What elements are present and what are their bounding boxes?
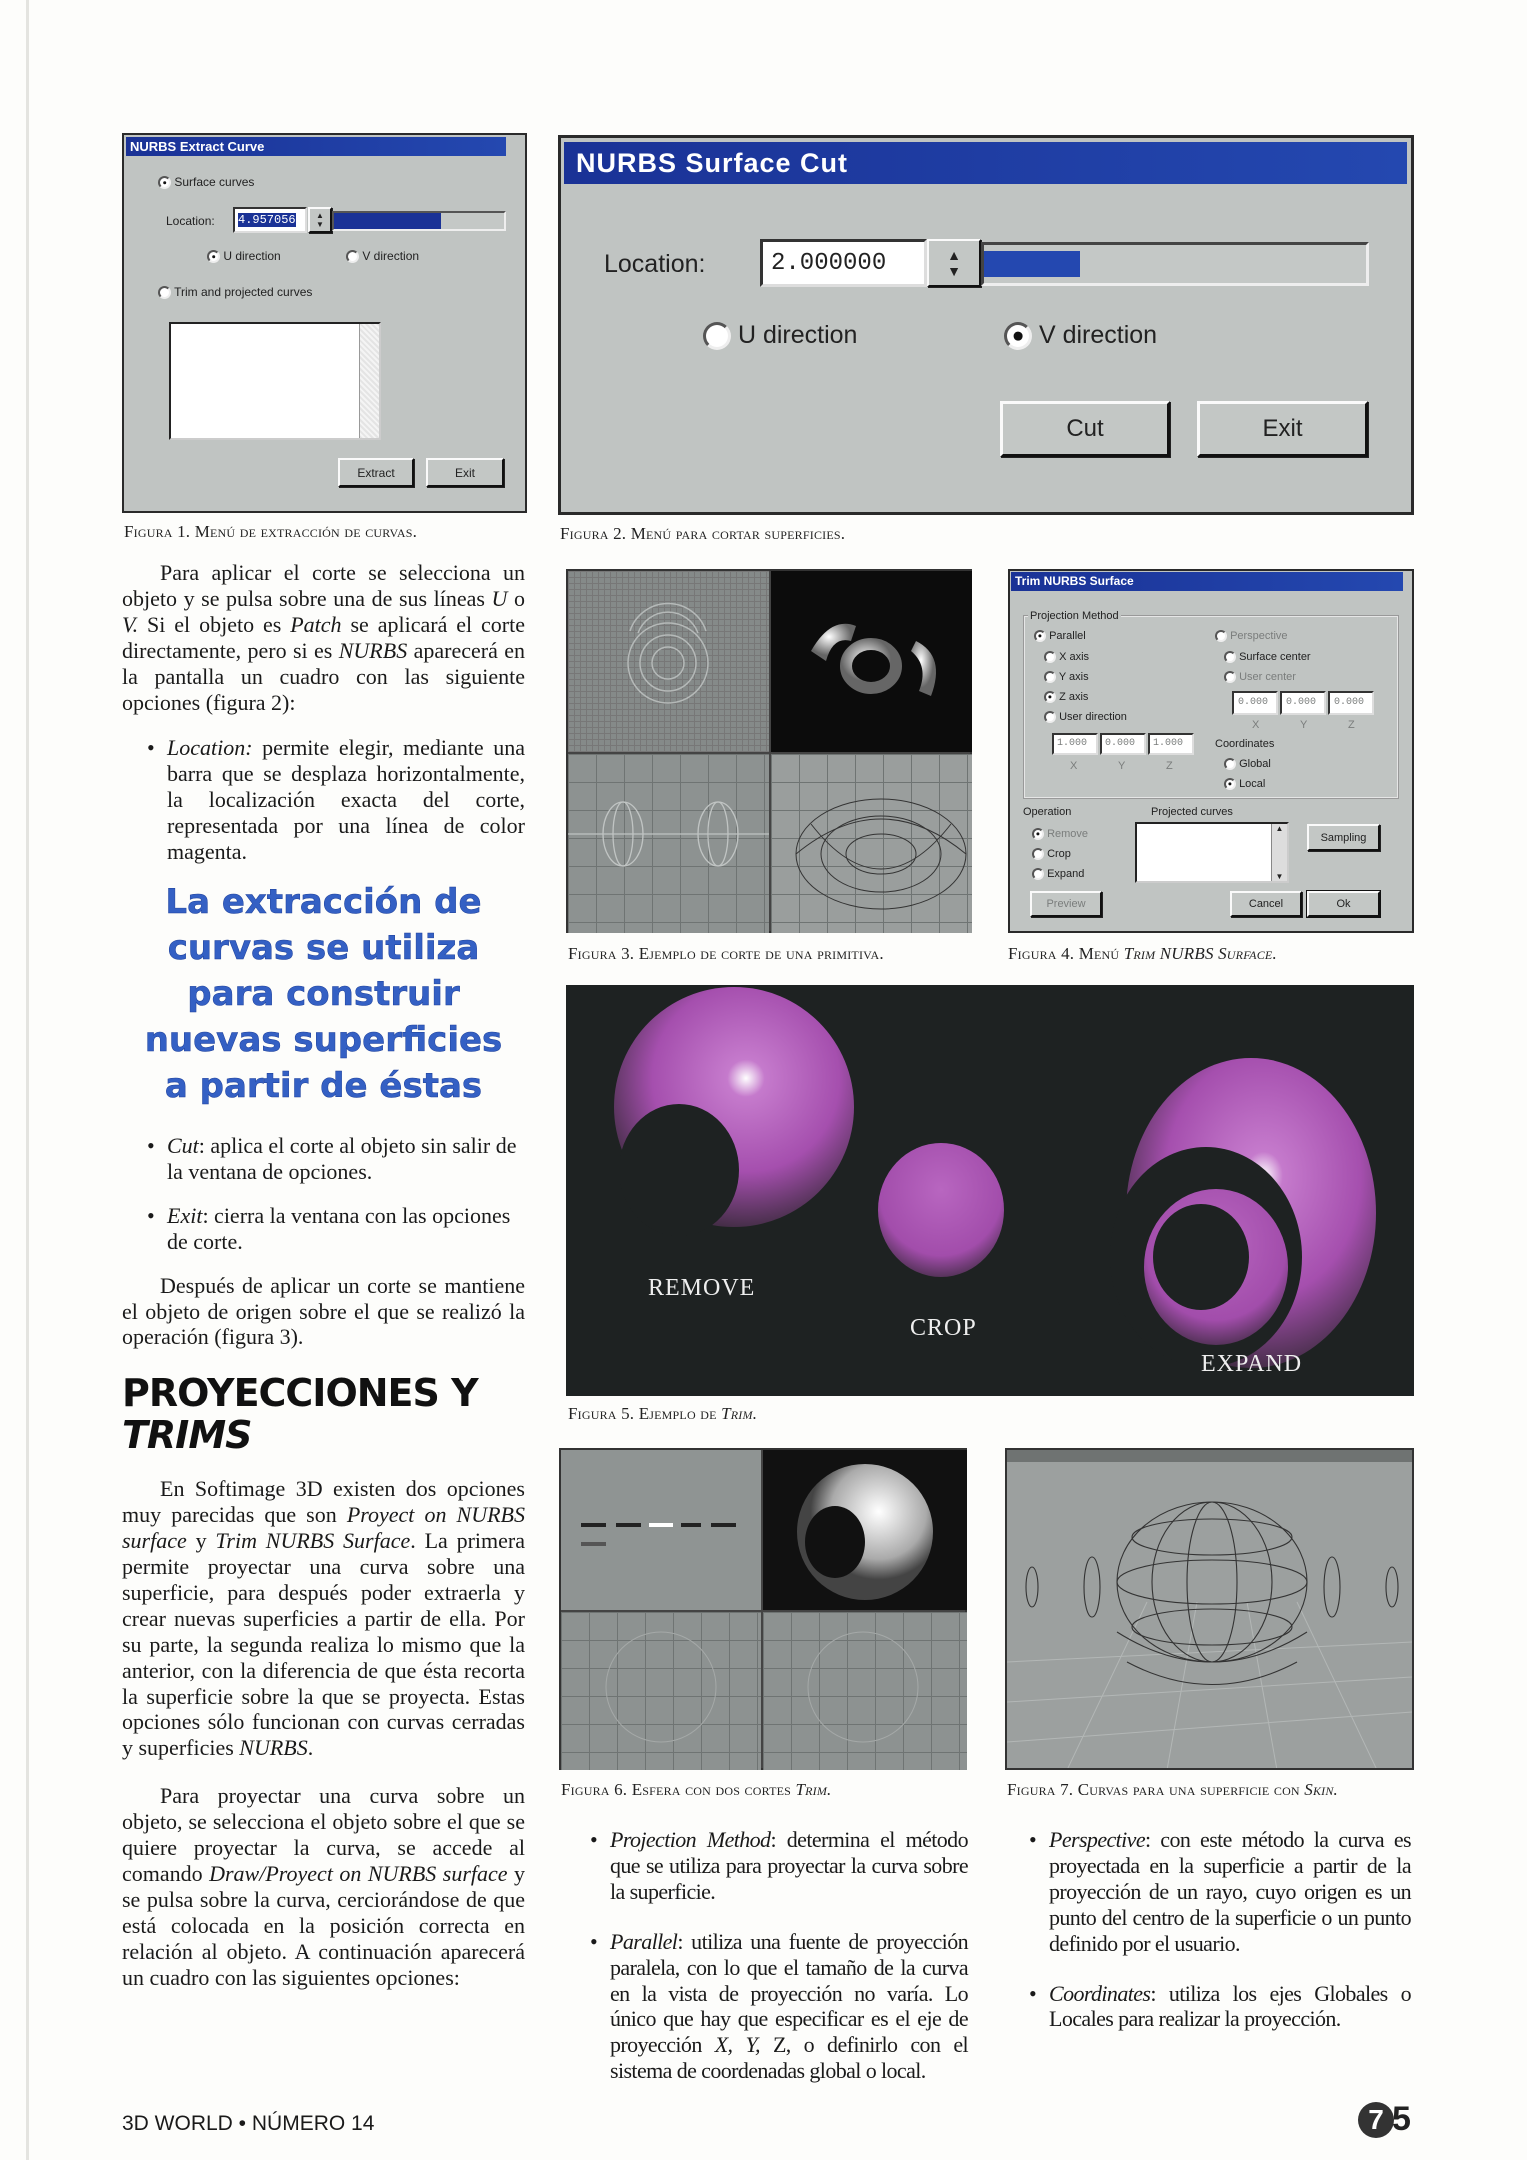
italic-text: NURBS (239, 1735, 308, 1761)
text: Para proyectar una curva sobre un objeto, se selecciona el objeto sobre el que se quiere proyectar la curva, se accede al comando (122, 1783, 525, 1886)
quote-line: a partir de éstas (164, 1065, 483, 1106)
sphere-side-wireframe (763, 1612, 967, 1770)
figure-2-nurbs-surface-cut-dialog (558, 135, 1414, 515)
radio-icon (158, 176, 171, 189)
option-label: V direction (362, 249, 420, 263)
center-z-input[interactable]: 0.000 (1328, 691, 1374, 715)
text: permite elegir, mediante una barra que se desplaza horizontalmente, la localización exacta del corte, representada por una línea de color magenta. (167, 735, 525, 865)
listbox-scrollbar[interactable] (359, 324, 379, 438)
option-label: Perspective (1230, 630, 1288, 642)
bullet-coordinates (1025, 1981, 1411, 2033)
text: o (507, 585, 526, 611)
left-column (122, 560, 525, 1991)
caption-italic: Trim. (795, 1780, 832, 1799)
location-label: Location: (604, 250, 706, 278)
crop-sphere (878, 1143, 1004, 1277)
page-edge (26, 0, 29, 2160)
figure-5-caption (568, 1404, 757, 1424)
skin-wireframe (1007, 1462, 1412, 1770)
x-axis-option[interactable] (1044, 650, 1089, 664)
viewport-perspective-render (771, 571, 972, 752)
radio-icon (1032, 848, 1044, 860)
italic-text: V. (122, 611, 139, 637)
text: Z, o definirlo con el sistema de coordenadas global o local. (610, 2032, 969, 2084)
option-label: Crop (1047, 848, 1071, 860)
sampling-button[interactable]: Sampling (1307, 824, 1380, 851)
local-option[interactable] (1224, 777, 1265, 791)
page-number-digit: 5 (1392, 2100, 1411, 2138)
figure-5-trim-spheres-render (566, 985, 1414, 1396)
exit-button[interactable]: Exit (1197, 401, 1368, 457)
sphere-front-wireframe (561, 1612, 761, 1770)
heading-line: TRIMS (122, 1413, 252, 1458)
listbox-scrollbar[interactable] (1271, 824, 1287, 881)
radio-icon (1044, 651, 1056, 663)
figure-6-sphere-viewports (559, 1448, 967, 1770)
italic-text: U (491, 585, 508, 611)
text: . La primera permite proyectar una curva sobre una superficie, para después poder extraerla y crear nuevas superficies a partir de ella. Por su parte, la segunda realiza lo mismo que la anterior, con la diferencia de que ésta recorta la superficie sobre la que se proyecta. Estas opciones sólo funcionan con curvas cerradas y superficies (122, 1528, 526, 1761)
figure-1-caption: Figura 1. Menú de extracción de curvas. (124, 522, 418, 541)
radio-icon (1224, 778, 1236, 790)
caption-italic: Trim. (721, 1404, 758, 1423)
location-slider[interactable] (981, 242, 1369, 286)
figure-4-trim-nurbs-surface-dialog (1008, 569, 1414, 933)
torus-render (771, 571, 972, 752)
paragraph-proyectar (122, 1783, 525, 1990)
surface-curves-option[interactable] (158, 175, 254, 189)
bullet-perspective (1025, 1827, 1411, 1957)
text: y (186, 1528, 216, 1554)
option-label: User direction (1059, 711, 1127, 723)
location-slider-fill (984, 251, 1080, 277)
crop-label: CROP (910, 1315, 977, 1341)
figure-3-primitive-cut-viewports (566, 569, 972, 933)
text: : aplica el corte al objeto sin salir de la ventana de opciones. (167, 1132, 517, 1184)
user-center-option[interactable] (1224, 670, 1296, 684)
bullet-location (143, 735, 525, 865)
axis-label-x: X (1070, 760, 1078, 772)
text: : determina el método que se utiliza para proyectar la curva sobre la superficie. (610, 1827, 968, 1904)
text: y se pulsa sobre la curva, cerciorándose de que está colocada en la posición correcta en relación al objeto. A continuación aparecerá un cuadro con las siguientes opciones: (122, 1861, 525, 1990)
viewport-header (1007, 1450, 1412, 1462)
location-value: 2.000000 (771, 250, 887, 277)
arrow-up-icon: ▲ (1275, 824, 1284, 833)
trim-spheres (566, 985, 1414, 1396)
y-axis-option[interactable] (1044, 670, 1089, 684)
cut-button[interactable]: Cut (1000, 401, 1170, 457)
location-value: 4.957056 (238, 213, 296, 227)
italic-text: Perspective (1049, 1827, 1146, 1852)
section-heading (122, 1372, 525, 1456)
option-label: Surface curves (174, 175, 255, 189)
crop-option[interactable] (1032, 847, 1071, 861)
axis-label-z: Z (1348, 719, 1355, 731)
z-axis-option[interactable] (1044, 690, 1088, 704)
arrow-down-icon: ▼ (947, 263, 961, 279)
italic-text: NURBS (338, 637, 408, 663)
page-number (1358, 2100, 1411, 2139)
option-label: Y axis (1058, 671, 1089, 683)
extract-button[interactable]: Extract (338, 458, 414, 487)
option-label: X axis (1059, 651, 1090, 663)
direction-y-input[interactable]: 0.000 (1100, 733, 1146, 755)
viewport-front (561, 1612, 761, 1770)
user-direction-option[interactable] (1044, 710, 1127, 724)
figure-1-nurbs-extract-curve-dialog (122, 133, 527, 513)
exit-button[interactable]: Exit (426, 458, 504, 487)
caption-italic: Trim NURBS Surface. (1123, 944, 1277, 963)
text: : con este método la curva es proyectada en la superficie a partir de la proyección de un rayo, cuyo origen es un punto del centro de la superficie o un punto definido por el usuario. (1049, 1827, 1411, 1956)
radio-icon (158, 286, 171, 299)
ok-button[interactable]: Ok (1307, 891, 1380, 917)
figure-2-caption: Figura 2. Menú para cortar superficies. (560, 524, 846, 543)
radio-icon (1032, 868, 1044, 880)
axis-label-y: Y (1300, 719, 1308, 731)
radio-icon (1224, 758, 1236, 770)
arrow-up-icon: ▲ (316, 211, 324, 220)
italic-text: Location: (167, 735, 253, 761)
dialog-titlebar: Trim NURBS Surface (1011, 572, 1403, 591)
viewport-front (568, 754, 769, 933)
radio-icon (1215, 630, 1227, 642)
text: : utiliza los ejes Globales o Locales para realizar la proyección. (1049, 1980, 1411, 2032)
sphere-render (763, 1450, 967, 1610)
global-option[interactable] (1224, 757, 1271, 771)
bullet-exit (143, 1203, 525, 1255)
radio-icon (346, 250, 359, 263)
caption-text: Figura 4. Menú (1008, 944, 1124, 963)
surface-center-option[interactable] (1224, 650, 1311, 664)
option-label: Remove (1047, 828, 1089, 840)
text: : cierra la ventana con las opciones de corte. (167, 1202, 511, 1254)
italic-text: X, Y, (714, 2032, 760, 2058)
paragraph-intro (122, 560, 525, 715)
trim-curves-wireframe (561, 1450, 761, 1610)
option-label: Global (1239, 758, 1271, 770)
figure-7-caption (1007, 1780, 1338, 1800)
caption-italic: Skin. (1304, 1780, 1339, 1799)
option-label: Z axis (1059, 691, 1089, 703)
option-label: Surface center (1239, 651, 1311, 663)
axis-label-x: X (1252, 719, 1260, 731)
quote-line: nuevas superficies (144, 1019, 503, 1060)
text: Para aplicar el corte se selecciona un objeto y se pulsa sobre una de sus líneas (122, 560, 525, 611)
radio-icon (1034, 630, 1046, 642)
italic-text: Draw/Proyect on NURBS surface (209, 1861, 508, 1886)
right-column (1025, 1827, 1411, 2032)
projected-curves-listbox[interactable] (1135, 822, 1289, 883)
footer-magazine-issue: 3D WORLD • NÚMERO 14 (122, 2112, 375, 2135)
dialog-titlebar: NURBS Surface Cut (564, 142, 1407, 184)
direction-x-input[interactable]: 1.000 (1052, 733, 1098, 755)
curves-listbox[interactable] (169, 322, 381, 440)
axis-label-y: Y (1118, 760, 1126, 772)
paragraph-despues (122, 1273, 525, 1351)
arrow-down-icon: ▼ (1275, 872, 1284, 881)
v-direction-option[interactable] (346, 249, 419, 263)
radio-icon (1004, 322, 1032, 350)
text: Si el objeto es (138, 611, 291, 637)
italic-text: Exit (167, 1202, 203, 1228)
radio-icon (1224, 651, 1236, 663)
italic-text: Parallel (610, 1928, 678, 1954)
text: En Softimage 3D existen dos opciones muy parecidas que son (122, 1476, 525, 1528)
page-number-circled-digit: 7 (1358, 2102, 1394, 2138)
trim-curves-option[interactable] (158, 285, 312, 299)
radio-icon (1032, 828, 1044, 840)
italic-text: Projection Method (610, 1827, 771, 1852)
italic-text: Proyect on NURBS surface (122, 1502, 525, 1554)
caption-text: Figura 5. Ejemplo de (568, 1404, 722, 1423)
expand-option[interactable] (1032, 867, 1084, 881)
expand-label: EXPAND (1201, 1351, 1303, 1377)
quote-line: para construir (187, 973, 460, 1014)
center-y-input[interactable]: 0.000 (1280, 691, 1326, 715)
quote-line: curvas se utiliza (167, 927, 480, 968)
u-direction-option[interactable] (207, 249, 281, 263)
bullet-parallel (586, 1929, 968, 2084)
center-x-input[interactable]: 0.000 (1232, 691, 1278, 715)
viewport-top (568, 571, 769, 752)
u-direction-option[interactable] (703, 320, 857, 350)
radio-icon (703, 322, 731, 350)
remove-hole (619, 1104, 739, 1236)
coordinates-label: Coordinates (1215, 738, 1275, 750)
location-label: Location: (166, 214, 215, 228)
figure-4-caption (1008, 944, 1277, 964)
quote-line: La extracción de (165, 881, 482, 922)
projection-method-label: Projection Method (1030, 610, 1119, 622)
figure-3-caption: Figura 3. Ejemplo de corte de una primitiva. (568, 944, 884, 963)
radio-icon (207, 250, 220, 263)
torus-front-wireframe (568, 754, 769, 933)
arrow-down-icon: ▼ (316, 220, 324, 229)
viewport-right (771, 754, 972, 933)
location-slider[interactable] (332, 211, 506, 231)
location-input[interactable] (760, 239, 927, 287)
direction-z-input[interactable]: 1.000 (1148, 733, 1194, 755)
option-label: V direction (1038, 321, 1158, 349)
figure-7-skin-curves-viewport (1005, 1448, 1414, 1770)
pull-quote (122, 879, 525, 1109)
torus-top-wireframe (568, 571, 769, 752)
arrow-up-icon: ▲ (947, 247, 961, 263)
middle-column (586, 1827, 968, 2084)
bullet-projection-method (586, 1827, 968, 1905)
viewport-render (763, 1450, 967, 1610)
option-label: User center (1239, 671, 1296, 683)
caption-text: Figura 7. Curvas para una superficie con (1007, 1780, 1305, 1799)
radio-icon (1224, 671, 1236, 683)
parallel-option[interactable] (1034, 629, 1086, 643)
cancel-button[interactable]: Cancel (1230, 891, 1302, 917)
text: : utiliza una fuente de proyección paralela, con lo que el tamaño de la curva en la vista de proyección no varía. Lo único que hay que especificar es el eje de proyección (610, 1928, 968, 2058)
radio-icon (1044, 711, 1056, 723)
heading-line: PROYECCIONES Y (122, 1371, 478, 1416)
remove-option[interactable] (1032, 827, 1088, 841)
text: aparecerá en la pantalla un cuadro con las siguiente opciones (figura 2): (122, 637, 525, 715)
operation-label: Operation (1023, 806, 1072, 818)
viewport-right (763, 1612, 967, 1770)
text: . (307, 1735, 314, 1761)
axis-label-z: Z (1166, 760, 1173, 772)
option-label: U direction (223, 249, 281, 263)
caption-text: Figura 6. Esfera con dos cortes (561, 1780, 796, 1799)
figure-6-caption (561, 1780, 832, 1800)
radio-icon (1044, 671, 1056, 683)
location-spinner[interactable] (927, 239, 981, 287)
paragraph-softimage (122, 1476, 525, 1761)
italic-text: Cut (167, 1132, 199, 1158)
dialog-titlebar: NURBS Extract Curve (126, 137, 506, 156)
remove-label: REMOVE (648, 1275, 756, 1301)
italic-text: Coordinates (1049, 1980, 1151, 2006)
preview-button[interactable]: Preview (1030, 891, 1102, 917)
expand-ring-inner (1153, 1204, 1249, 1310)
location-input[interactable] (233, 207, 307, 233)
perspective-option[interactable] (1215, 629, 1288, 643)
radio-icon (1044, 691, 1056, 703)
v-direction-option[interactable] (1004, 320, 1157, 350)
torus-perspective-wireframe (771, 754, 972, 933)
text: se aplicará el corte directamente, pero si es (122, 611, 526, 663)
text: Después de aplicar un corte se mantiene el objeto de origen sobre el que se realizó la operación (figura 3). (122, 1272, 525, 1350)
projected-curves-label: Projected curves (1151, 806, 1233, 818)
bullet-cut (143, 1133, 525, 1185)
option-label: U direction (737, 321, 858, 349)
option-label: Expand (1047, 868, 1085, 880)
viewport-top (561, 1450, 761, 1610)
option-label: Parallel (1049, 630, 1086, 642)
italic-text: Patch (290, 611, 342, 637)
location-slider-fill (334, 213, 441, 229)
location-spinner[interactable] (308, 207, 332, 233)
option-label: Local (1239, 778, 1266, 790)
option-label: Trim and projected curves (174, 285, 313, 299)
italic-text: Trim NURBS Surface (215, 1528, 411, 1554)
